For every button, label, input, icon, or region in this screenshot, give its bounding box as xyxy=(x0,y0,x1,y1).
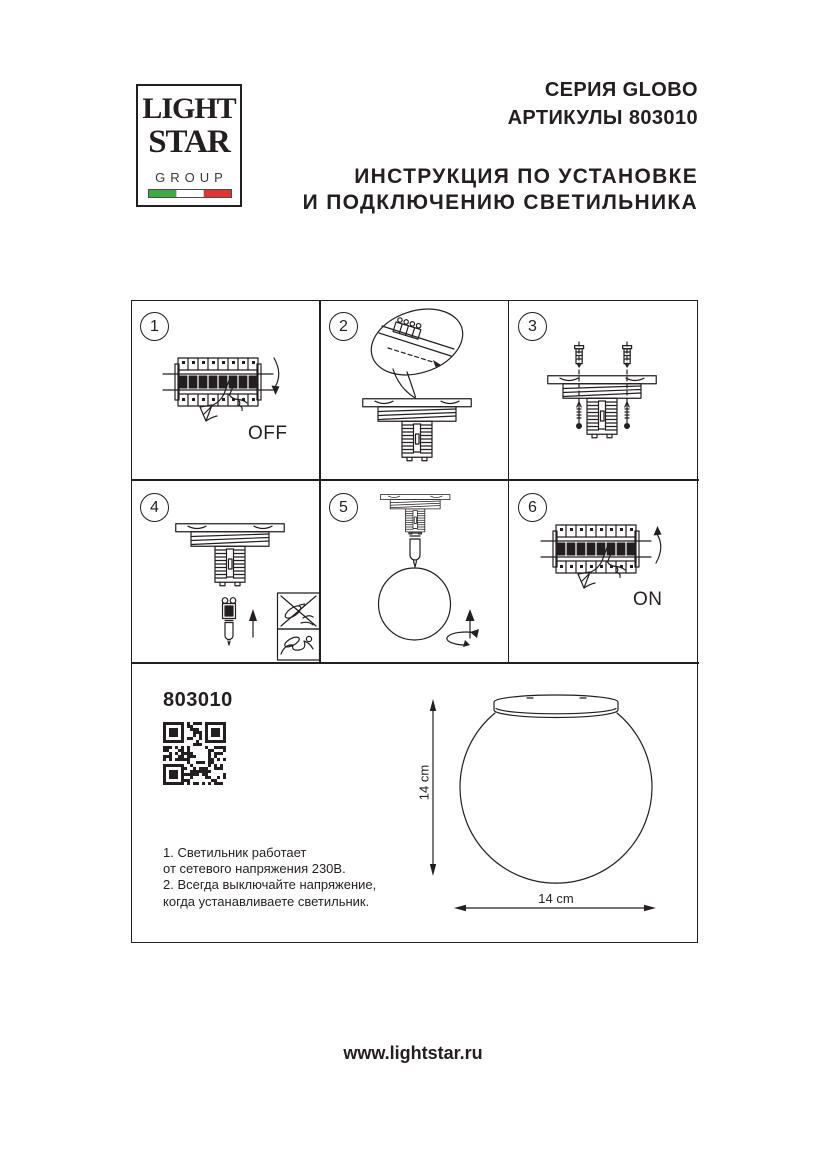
step-5-number: 5 xyxy=(329,493,358,522)
rotate-arrow-icon xyxy=(447,609,479,647)
instruction-title xyxy=(300,164,698,216)
series-title: СЕРИЯ GLOBO xyxy=(544,79,698,101)
circuit-breaker-on-illustration xyxy=(509,481,698,662)
safety-notes xyxy=(163,845,433,910)
logo-text-group: GROUP xyxy=(155,170,228,185)
lightstar-logo xyxy=(136,84,242,207)
width-dimension-label: 14 cm xyxy=(538,891,574,906)
articles-title: АРТИКУЛЫ 803010 xyxy=(507,107,698,129)
step-4-number: 4 xyxy=(140,493,169,522)
logo-text-star: STAR xyxy=(148,124,230,160)
note-line-2: от сетевого напряжения 230В. xyxy=(163,861,346,877)
note-line-3: 2. Всегда выключайте напряжение, xyxy=(163,877,377,893)
instruction-title-line1: ИНСТРУКЦИЯ ПО УСТАНОВКЕ xyxy=(354,165,698,188)
off-label: OFF xyxy=(248,423,288,444)
flag-red-segment xyxy=(204,190,231,197)
no-touch-bulb-icon xyxy=(278,593,320,629)
attach-globe-illustration xyxy=(320,481,508,662)
qr-code xyxy=(163,722,226,785)
step-6-number: 6 xyxy=(518,493,547,522)
note-line-1: 1. Светильник работает xyxy=(163,845,307,860)
mounting-screws-illustration xyxy=(509,300,698,480)
step-2-number: 2 xyxy=(329,312,358,341)
insert-bulb-illustration xyxy=(131,481,320,662)
grid-divider-h2 xyxy=(131,662,699,664)
flag-white-segment xyxy=(176,190,205,197)
italian-flag-icon xyxy=(148,189,232,198)
footer-url: www.lightstar.ru xyxy=(343,1043,483,1063)
step-3-number: 3 xyxy=(518,312,547,341)
step-1-number: 1 xyxy=(140,312,169,341)
on-label: ON xyxy=(633,589,663,610)
logo-text-light: LIGHT xyxy=(142,92,236,125)
wire-connection-illustration xyxy=(320,300,508,480)
circuit-breaker-off-illustration xyxy=(131,300,320,480)
header-series-block xyxy=(300,76,698,132)
height-dimension-label: 14 cm xyxy=(416,764,432,801)
hold-with-cloth-icon xyxy=(278,629,320,660)
instruction-title-line2: И ПОДКЛЮЧЕНИЮ СВЕТИЛЬНИКА xyxy=(302,191,698,214)
article-number: 803010 xyxy=(163,689,233,711)
flag-green-segment xyxy=(149,190,176,197)
note-line-4: когда устанавливаете светильник. xyxy=(163,893,370,909)
